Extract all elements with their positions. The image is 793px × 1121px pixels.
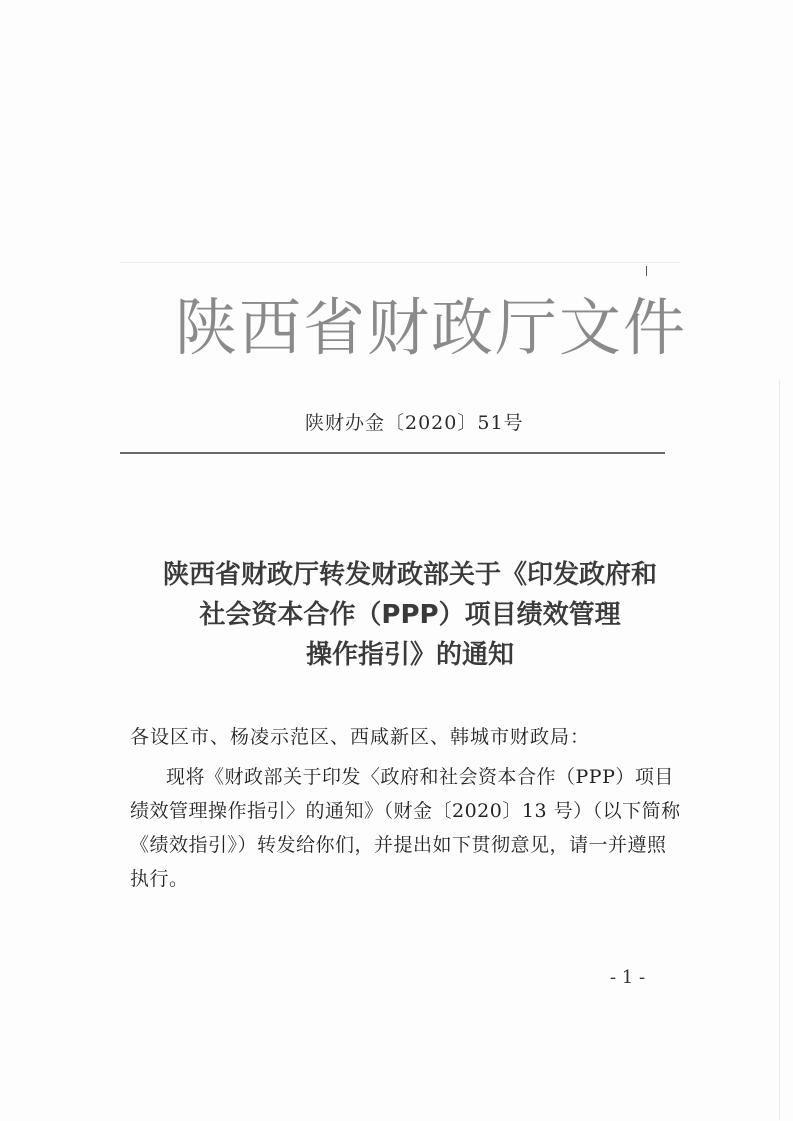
body-line: 绩效管理操作指引〉的通知》（财金〔2020〕13 号）（以下简称 bbox=[130, 800, 681, 822]
issuing-authority-title: 陕西省财政厅文件 bbox=[175, 291, 688, 364]
body-paragraph bbox=[130, 760, 681, 896]
notice-title-line: 社会资本合作（PPP）项目绩效管理 bbox=[199, 600, 621, 630]
body-line: 《绩效指引》）转发给你们，并提出如下贯彻意见，请一并遵照 bbox=[130, 834, 667, 856]
page-number: - 1 - bbox=[610, 967, 646, 988]
header-divider bbox=[120, 452, 665, 454]
scan-artifact-mark bbox=[646, 266, 647, 276]
notice-title-line: 陕西省财政厅转发财政部关于《印发政府和 bbox=[162, 560, 657, 590]
scan-artifact-line bbox=[120, 262, 680, 263]
notice-title-line: 操作指引》的通知 bbox=[305, 640, 514, 670]
scan-artifact-edge bbox=[779, 380, 780, 1120]
addressee: 各设区市、杨凌示范区、西咸新区、韩城市财政局： bbox=[130, 726, 591, 748]
body-line: 执行。 bbox=[130, 868, 189, 890]
document-number: 陕财办金〔2020〕51号 bbox=[305, 412, 524, 434]
notice-title bbox=[120, 555, 700, 675]
body-line: 现将《财政部关于印发〈政府和社会资本合作（PPP）项目 bbox=[166, 766, 674, 788]
